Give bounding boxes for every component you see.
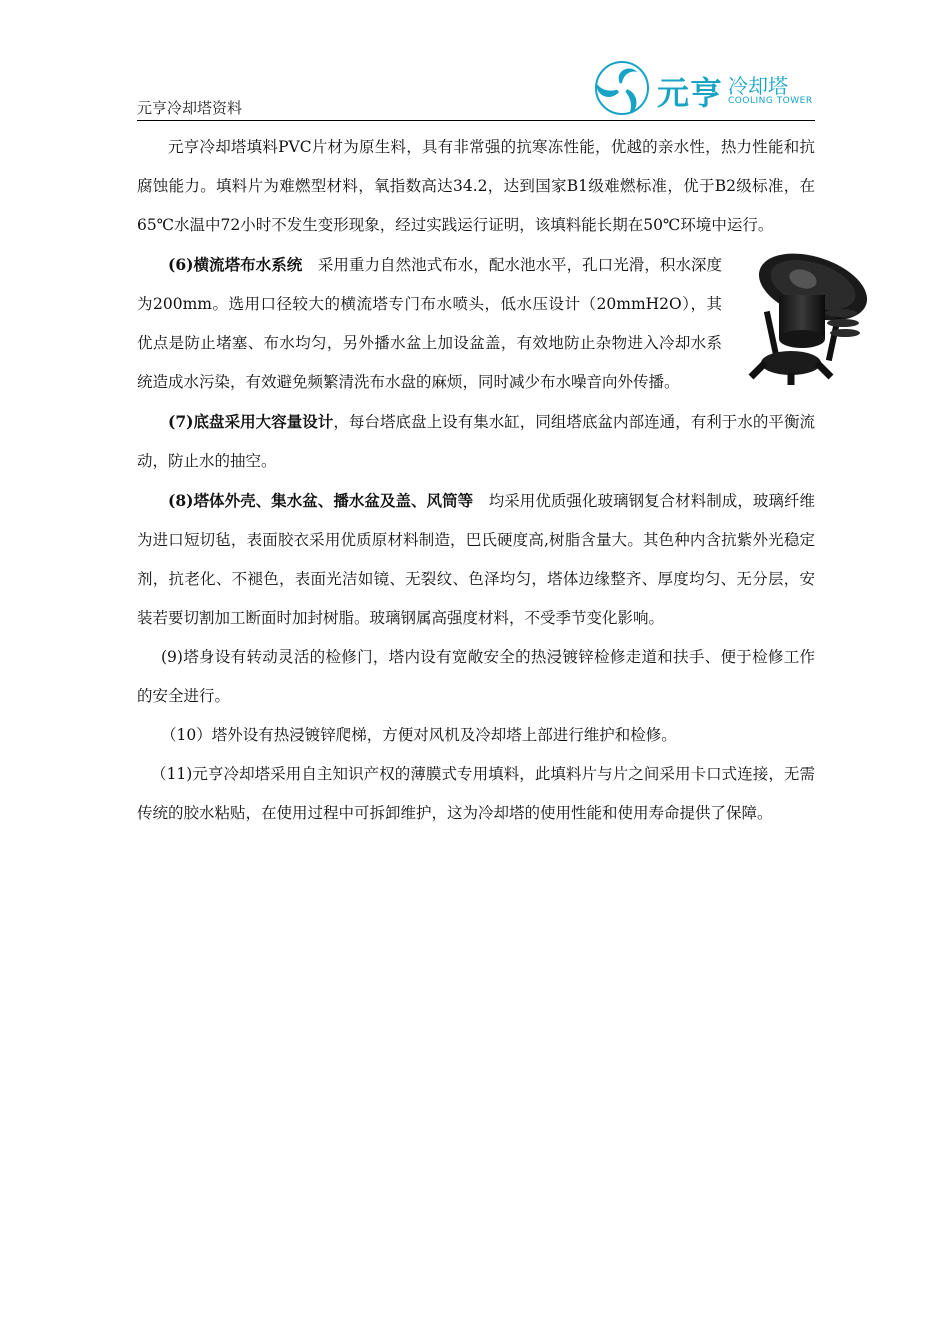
paragraph-7 <box>137 402 815 481</box>
company-logo <box>587 60 827 120</box>
paragraph-6 <box>137 245 722 402</box>
paragraph-8-body: 均采用优质强化玻璃钢复合材料制成，玻璃纤维为进口短切毡，表面胶衣采用优质原材料制造，巴氏硬度高,树脂含量大。其色种内含抗紫外光稳定剂，抗老化、不褪色，表面光洁如镜、无裂纹、色泽均匀，塔体边缘整齐、厚度均匀、无分层，安装若要切割加工断面时加封树脂。玻璃钢属高强度材料，不受季节变化影响。 <box>137 492 815 627</box>
document-body <box>137 128 815 833</box>
paragraph-6-body: 采用重力自然池式布水，配水池水平，孔口光滑，积水深度为200mm。选用口径较大的横流塔专门布水喷头，低水压设计（20mmH2O），其优点是防止堵塞、布水均匀，另外播水盆上加设盆盖，有效地防止杂物进入冷却水系统造成水污染，有效避免频繁清洗布水盘的麻烦，同时减少布水噪音向外传播。 <box>137 256 723 391</box>
paragraph-8 <box>137 481 815 638</box>
spray-nozzle-image <box>731 251 873 387</box>
paragraph-7-title: (7)底盘采用大容量设计 <box>168 412 334 431</box>
paragraph-7-body: ，每台塔底盘上设有集水缸，同组塔底盆内部连通，有利于水的平衡流动，防止水的抽空。 <box>137 413 815 470</box>
page-header <box>137 58 815 121</box>
paragraph-11: （11)元亨冷却塔采用自主知识产权的薄膜式专用填料，此填料片与片之间采用卡口式连接，无需传统的胶水粘贴，在使用过程中可拆卸维护，这为冷却塔的使用性能和使用寿命提供了保障。 <box>137 765 815 822</box>
section-water-distribution <box>137 245 815 402</box>
logo-product-text: 冷却塔 <box>728 74 788 98</box>
paragraph-fill-material: 元亨冷却塔填料PVC片材为原生料，具有非常强的抗寒冻性能，优越的亲水性，热力性能和抗腐蚀能力。填料片为难燃型材料，氧指数高达34.2，达到国家B1级难燃标准，优于B2级标准，在65℃水温中72小时不发生变形现象，经过实践运行证明，该填料能长期在50℃环境中运行。 <box>137 138 815 234</box>
paragraph-6-title: (6)横流塔布水系统 <box>168 255 303 274</box>
paragraph-8-title: (8)塔体外壳、集水盆、播水盆及盖、风筒等 <box>168 491 474 510</box>
paragraph-10: （10）塔外设有热浸镀锌爬梯，方便对风机及冷却塔上部进行维护和检修。 <box>161 726 677 744</box>
logo-brand-text: 元亨 <box>657 74 724 112</box>
header-label: 元亨冷却塔资料 <box>137 99 243 117</box>
paragraph-9: (9)塔身设有转动灵活的检修门，塔内设有宽敞安全的热浸镀锌检修走道和扶手、便于检修工作的安全进行。 <box>137 648 815 705</box>
logo-english-text: COOLING TOWER <box>728 96 813 106</box>
swirl-logo-icon <box>591 60 653 116</box>
